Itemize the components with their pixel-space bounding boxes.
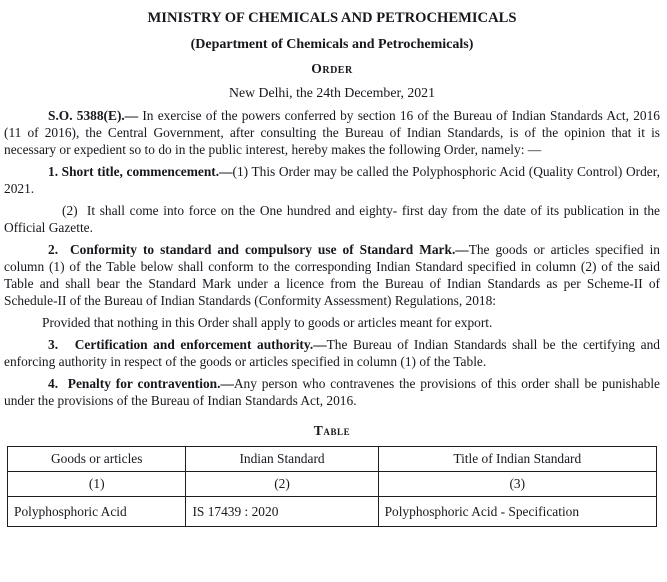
department-title: (Department of Chemicals and Petrochemicals) (190, 37, 474, 52)
column-number-3: (3) (378, 472, 656, 497)
standards-table (7, 446, 657, 527)
certification-lead: 3. Certification and enforcement authority.— (48, 337, 327, 352)
paragraph-conformity (4, 241, 660, 309)
header-title-of-indian-standard: Title of Indian Standard (378, 447, 656, 472)
paragraph-proviso (4, 314, 660, 331)
cell-standard: IS 17439 : 2020 (186, 497, 378, 527)
table-header-row (8, 447, 657, 472)
paragraph-penalty (4, 375, 660, 409)
short-title-lead: 1. Short title, commencement.— (48, 164, 233, 179)
paragraph-certification (4, 336, 660, 370)
short-title-text: (1) This Order may be called the Polyphosphoric Acid (Quality Control) Order, 2021. (4, 164, 660, 196)
ministry-title: MINISTRY OF CHEMICALS AND PETROCHEMICALS (147, 10, 517, 26)
table-caption: Table (313, 423, 351, 438)
column-number-1: (1) (8, 472, 186, 497)
header-indian-standard: Indian Standard (186, 447, 378, 472)
place-date-line: New Delhi, the 24th December, 2021 (229, 85, 435, 100)
table-column-number-row (8, 472, 657, 497)
cell-goods: Polyphosphoric Acid (8, 497, 186, 527)
conformity-lead: 2. Conformity to standard and compulsory use of Standard Mark.— (48, 242, 469, 257)
conformity-text: The goods or articles specified in column (1) of the Table below shall conform to the corresponding Indian Standard specified in column (2) of the said Table and shall bear the Standard Mark under a licence from the Bureau of Indian Standards as per Scheme-II of Schedule-II of the Bureau of Indian Standards (Conformity Assessment) Regulations, 2018: (4, 242, 660, 308)
so-number-text: In exercise of the powers conferred by section 16 of the Bureau of Indian Standards Act, 2016 (11 of 2016), the Central Government, after consulting the Bureau of Indian Standards, is of the opinion that it is necessary or expedient so to do in the public interest, hereby makes the following Order, namely: — (4, 108, 660, 157)
penalty-lead: 4. Penalty for contravention.— (48, 376, 234, 391)
order-heading: Order (311, 61, 353, 76)
commencement-text: (2) It shall come into force on the One hundred and eighty- first day from the date of its publication in the Official Gazette. (4, 203, 660, 235)
penalty-text: Any person who contravenes the provisions of this order shall be punishable under the provisions of the Bureau of Indian Standards Act, 2016. (4, 376, 660, 408)
paragraph-commencement (4, 202, 660, 236)
table-row (8, 497, 657, 527)
paragraph-so-number (4, 107, 660, 158)
so-number-lead: S.O. 5388(E).— (48, 108, 139, 123)
column-number-2: (2) (186, 472, 378, 497)
paragraph-short-title (4, 163, 660, 197)
certification-text: The Bureau of Indian Standards shall be the certifying and enforcing authority in respect of the goods or articles specified in column (1) of the Table. (4, 337, 660, 369)
cell-title: Polyphosphoric Acid - Specification (378, 497, 656, 527)
proviso-text: Provided that nothing in this Order shall apply to goods or articles meant for export. (42, 315, 493, 330)
header-goods-or-articles: Goods or articles (8, 447, 186, 472)
